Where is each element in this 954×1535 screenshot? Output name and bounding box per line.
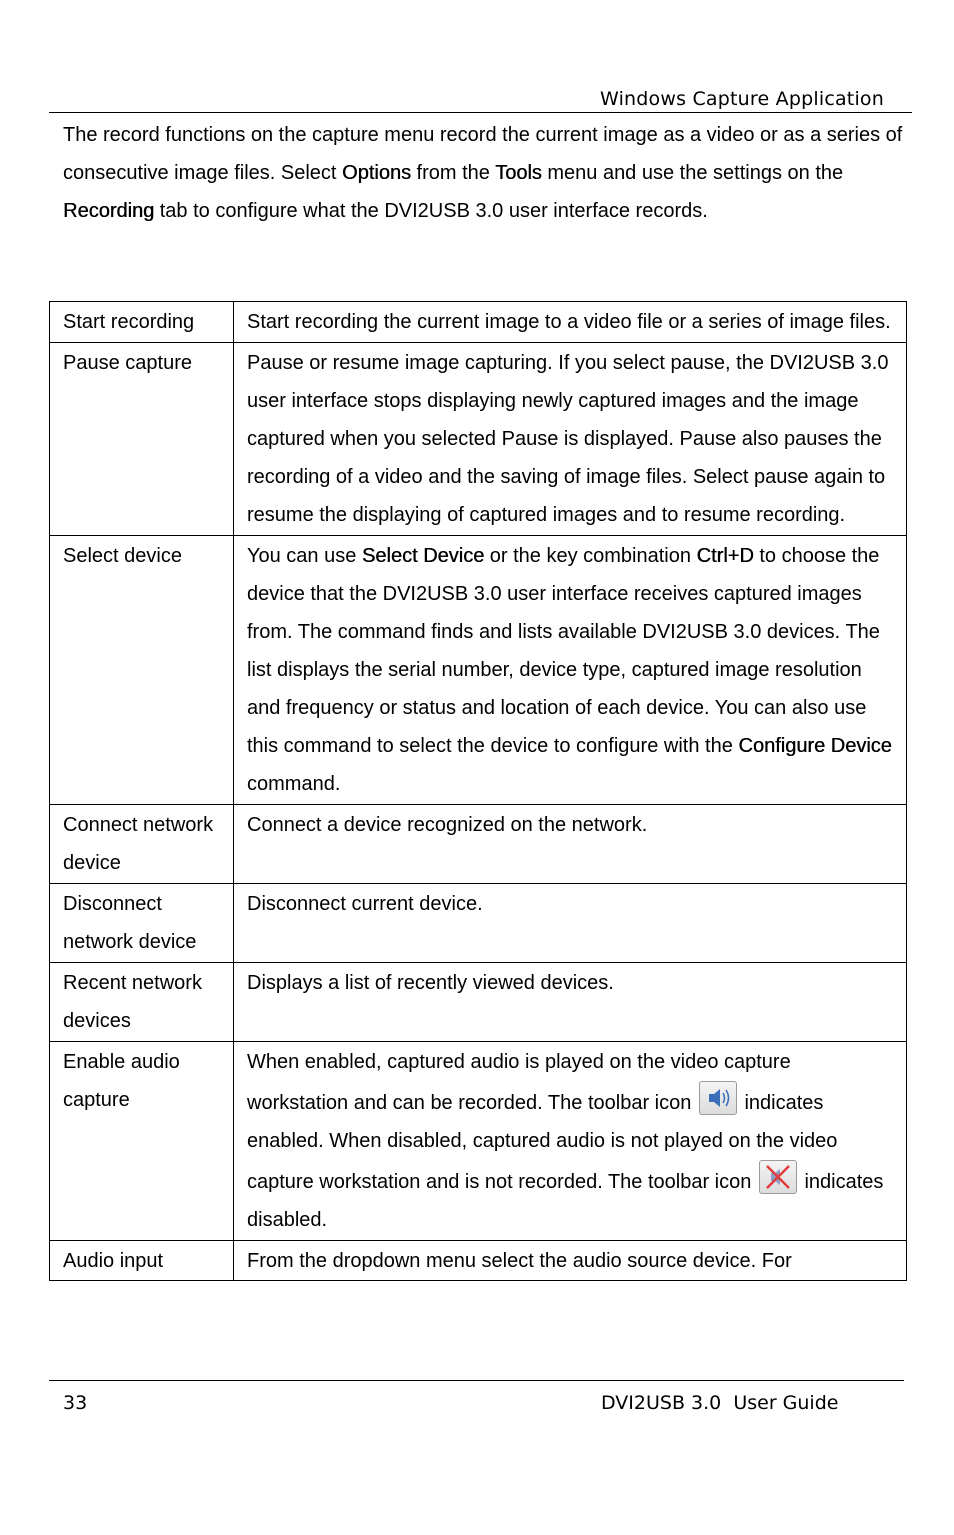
footer-rule [49, 1380, 904, 1381]
muted-speaker-icon [759, 1160, 797, 1194]
command-description [234, 536, 907, 805]
shortcut-term: Ctrl+D [696, 545, 754, 567]
table-row [50, 1241, 907, 1281]
table-row [50, 536, 907, 805]
command-table [49, 301, 907, 1281]
command-name: Pause capture [50, 343, 234, 536]
command-name: Enable audio capture [50, 1042, 234, 1241]
command-description: From the dropdown menu select the audio source device. For [234, 1241, 907, 1281]
table-row [50, 343, 907, 536]
desc-text: to choose the device that the DVI2USB 3.0 user interface receives captured images from. The command finds and lists available DVI2USB 3.0 devices. The list displays the serial number, device type, captured image resolution and frequency or status and location of each device. You can also use this command to select the device to configure with the [247, 545, 880, 757]
running-header: Windows Capture Application [600, 88, 884, 110]
table-row [50, 963, 907, 1042]
intro-options-term: Options [342, 162, 411, 184]
intro-text-3: menu and use the settings on the [541, 162, 844, 184]
intro-recording-term: Recording [63, 200, 155, 222]
command-name: Start recording [50, 302, 234, 343]
command-description [234, 1042, 907, 1241]
command-description: Pause or resume image capturing. If you select pause, the DVI2USB 3.0 user interface stops displaying newly captured images and the image captured when you selected Pause is displayed. Pause also pauses the recording of a video and the saving of image files. Select pause again to resume the displaying of captured images and to resume recording. [234, 343, 907, 536]
desc-text: command. [247, 773, 341, 795]
desc-text: indicates enabled. When disabled, captured audio is not played on the video capture workstation and is not recorded. The toolbar icon [247, 1092, 838, 1193]
command-name: Disconnect network device [50, 884, 234, 963]
header-rule [49, 112, 912, 113]
intro-text-2: from the [410, 162, 496, 184]
desc-text: indicates disabled. [247, 1171, 884, 1231]
desc-text: You can use [247, 545, 362, 567]
command-description: Connect a device recognized on the network. [234, 805, 907, 884]
command-description: Start recording the current image to a video file or a series of image files. [234, 302, 907, 343]
command-name: Recent network devices [50, 963, 234, 1042]
command-name: Connect network device [50, 805, 234, 884]
command-description: Disconnect current device. [234, 884, 907, 963]
speaker-icon [699, 1081, 737, 1115]
footer-title: DVI2USB 3.0 User Guide [601, 1392, 839, 1414]
desc-text: When enabled, captured audio is played on the video capture workstation and can be recorded. The toolbar icon [247, 1051, 791, 1114]
table-row [50, 302, 907, 343]
table-row [50, 805, 907, 884]
select-device-term: Select Device [361, 545, 485, 567]
intro-paragraph [63, 116, 903, 230]
table-row [50, 884, 907, 963]
command-name: Audio input [50, 1241, 234, 1281]
intro-tools-term: Tools [495, 162, 542, 184]
table-row [50, 1042, 907, 1241]
desc-text: or the key combination [484, 545, 697, 567]
command-name: Select device [50, 536, 234, 805]
command-description: Displays a list of recently viewed devices. [234, 963, 907, 1042]
configure-device-term: Configure Device [738, 735, 892, 757]
page-number: 33 [63, 1392, 88, 1414]
intro-text-4: tab to configure what the DVI2USB 3.0 user interface records. [154, 200, 708, 222]
intro-text-1: The record functions on the capture menu record the current image as a video or as a series of consecutive image files. Select [63, 124, 903, 184]
